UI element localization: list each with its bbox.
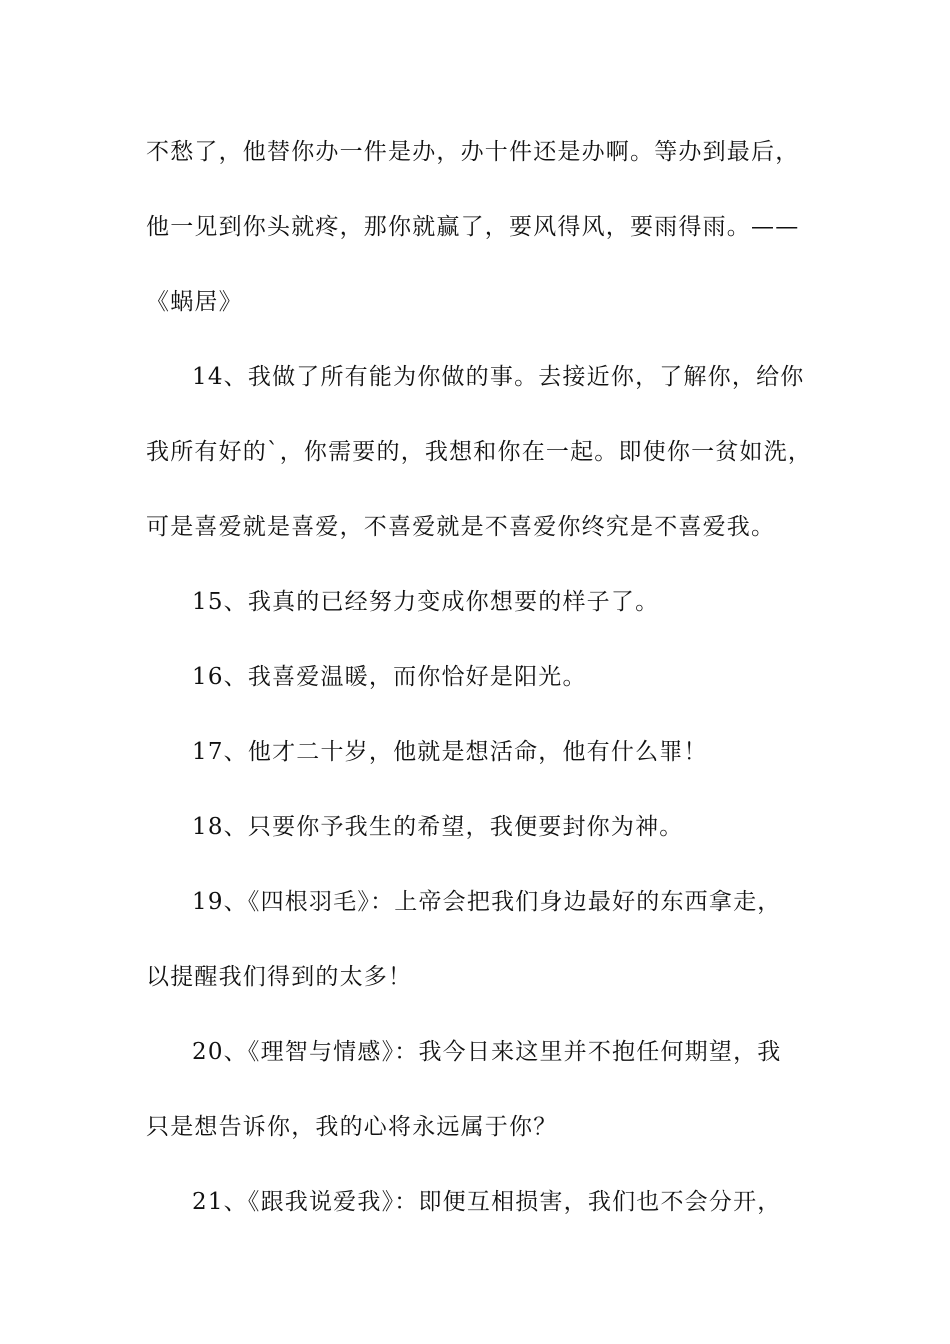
body-text bbox=[146, 128, 813, 1253]
text-line: 我所有好的`，你需要的，我想和你在一起。即使你一贫如洗， bbox=[146, 439, 813, 465]
text-line: 18、只要你予我生的希望，我便要封你为神。 bbox=[192, 814, 684, 840]
text-line: 19、《四根羽毛》：上帝会把我们身边最好的东西拿走， bbox=[192, 889, 782, 915]
text-line: 15、我真的已经努力变成你想要的样子了。 bbox=[192, 589, 660, 615]
text-line: 他一见到你头就疼，那你就赢了，要风得风，要雨得雨。—— bbox=[146, 214, 800, 240]
text-line: 14、我做了所有能为你做的事。去接近你，了解你，给你 bbox=[192, 364, 805, 390]
text-line: 20、《理智与情感》：我今日来这里并不抱任何期望，我 bbox=[192, 1039, 782, 1065]
text-line: 只是想告诉你，我的心将永远属于你？ bbox=[146, 1114, 558, 1140]
text-line: 17、他才二十岁，他就是想活命，他有什么罪！ bbox=[192, 739, 708, 765]
text-line: 21、《跟我说爱我》：即便互相损害，我们也不会分开， bbox=[192, 1189, 782, 1215]
text-line: 可是喜爱就是喜爱，不喜爱就是不喜爱你终究是不喜爱我。 bbox=[146, 514, 776, 540]
text-line: 《蜗居》 bbox=[146, 289, 243, 315]
text-line: 16、我喜爱温暖，而你恰好是阳光。 bbox=[192, 664, 587, 690]
text-line: 不愁了，他替你办一件是办，办十件还是办啊。等办到最后， bbox=[146, 139, 800, 165]
text-line: 以提醒我们得到的太多！ bbox=[146, 964, 413, 990]
